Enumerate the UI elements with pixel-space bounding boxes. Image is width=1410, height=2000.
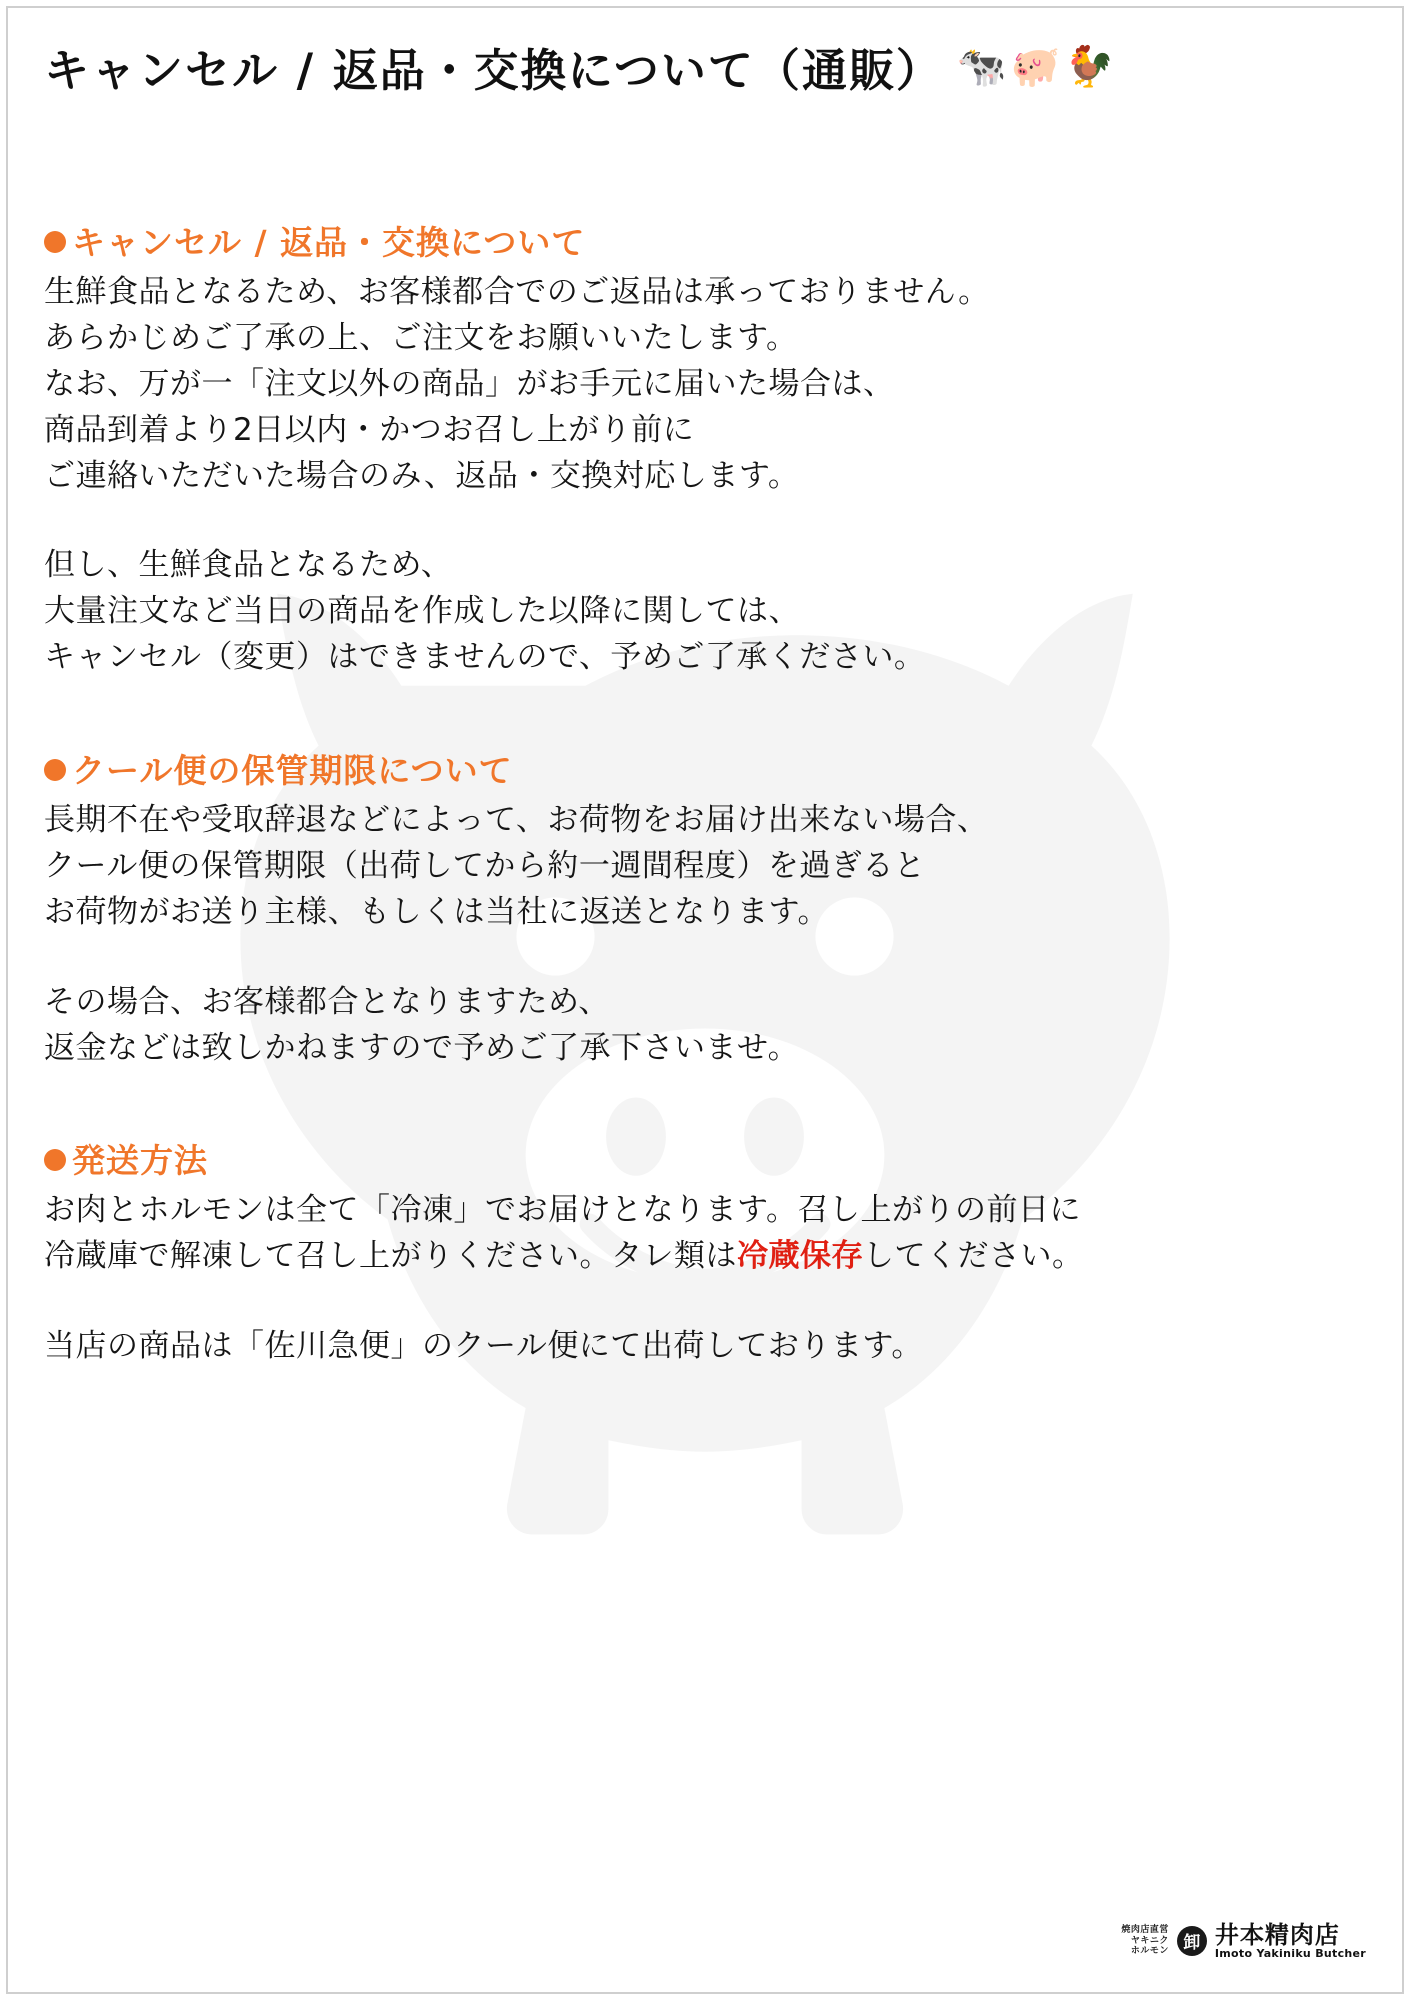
text-line: 返金などは致しかねますので予めご了承下さいませ。: [44, 1029, 800, 1066]
bullet-dot-icon: [44, 1149, 66, 1171]
paragraph: [44, 1324, 1366, 1370]
logo-text: [1215, 1922, 1366, 1960]
header-spacer: [44, 107, 1366, 217]
text-line: 長期不在や受取辞退などによって、お荷物をお届け出来ない場合、: [44, 802, 989, 838]
paragraph: [44, 543, 1366, 681]
logo-tagline-line: 焼肉店直営: [1121, 1925, 1169, 1936]
bullet-dot-icon: [44, 231, 66, 253]
shop-logo: [1121, 1922, 1366, 1960]
text-line: 生鮮食品となるため、お客様都合でのご返品は承っておりません。: [44, 274, 990, 310]
section-heading-label: クール便の保管期限について: [72, 751, 513, 790]
wholesale-mark-icon: 卸: [1177, 1926, 1207, 1956]
text-fragment: してください。: [863, 1238, 1084, 1275]
text-line: その場合、お客様都合となりますため、: [44, 983, 610, 1020]
text-line: 但し、生鮮食品となるため、: [44, 547, 453, 584]
text-line: クール便の保管期限（出荷してから約一週間程度）を過ぎると: [44, 847, 926, 884]
section-heading: [44, 217, 1366, 264]
text-line: お荷物がお送り主様、もしくは当社に返送となります。: [44, 893, 830, 930]
paragraph: [44, 798, 1366, 936]
paragraph: [44, 270, 1366, 499]
text-fragment: 冷蔵庫で解凍して召し上がりください。タレ類は: [44, 1238, 737, 1275]
document-header: [44, 34, 1366, 99]
section-heading: [44, 745, 1366, 792]
text-line: 当店の商品は「佐川急便」のクール便にて出荷しております。: [44, 1328, 923, 1365]
text-line: お肉とホルモンは全て「冷凍」でお届けとなります。召し上がりの前日に: [44, 1192, 1082, 1229]
text-line: なお、万が一「注文以外の商品」がお手元に届いた場合は、: [44, 365, 895, 402]
animal-emojis-icon: 🐄🐖🐓: [956, 43, 1119, 90]
section-gap: [44, 691, 1366, 745]
text-line: ご連絡いただいた場合のみ、返品・交換対応します。: [44, 457, 800, 494]
logo-tagline-line: ホルモン: [1130, 1945, 1169, 1956]
text-line: 大量注文など当日の商品を作成した以降に関しては、: [44, 593, 800, 630]
paragraph-gap: [44, 1280, 1366, 1324]
section-heading-label: キャンセル / 返品・交換について: [72, 223, 586, 262]
paragraph-gap: [44, 936, 1366, 980]
logo-name-en: Imoto Yakiniku Butcher: [1214, 1946, 1366, 1960]
section-cool-delivery-storage: [44, 745, 1366, 1071]
logo-tagline: [1121, 1925, 1169, 1956]
highlighted-text: 冷蔵保存: [737, 1238, 863, 1275]
paragraph: [44, 1188, 1366, 1280]
logo-name-ja: 井本精肉店: [1214, 1920, 1340, 1949]
paragraph-gap: [44, 499, 1366, 543]
section-shipping-method: [44, 1135, 1366, 1370]
text-line: あらかじめご了承の上、ご注文をお願いいたします。: [44, 319, 798, 356]
bullet-dot-icon: [44, 759, 66, 781]
page-title: キャンセル / 返品・交換について（通販）: [44, 44, 943, 97]
section-heading-label: 発送方法: [72, 1141, 208, 1181]
section-cancellation: [44, 217, 1366, 681]
section-gap: [44, 1081, 1366, 1135]
logo-tagline-line: ヤキニク: [1130, 1935, 1169, 1946]
section-heading: [44, 1135, 1366, 1182]
paragraph: [44, 980, 1366, 1072]
text-line: 商品到着より2日以内・かつお召し上がり前に: [44, 411, 695, 448]
text-line-highlighted: [44, 1234, 1366, 1280]
text-line: キャンセル（変更）はできませんので、予めご了承ください。: [44, 639, 926, 676]
